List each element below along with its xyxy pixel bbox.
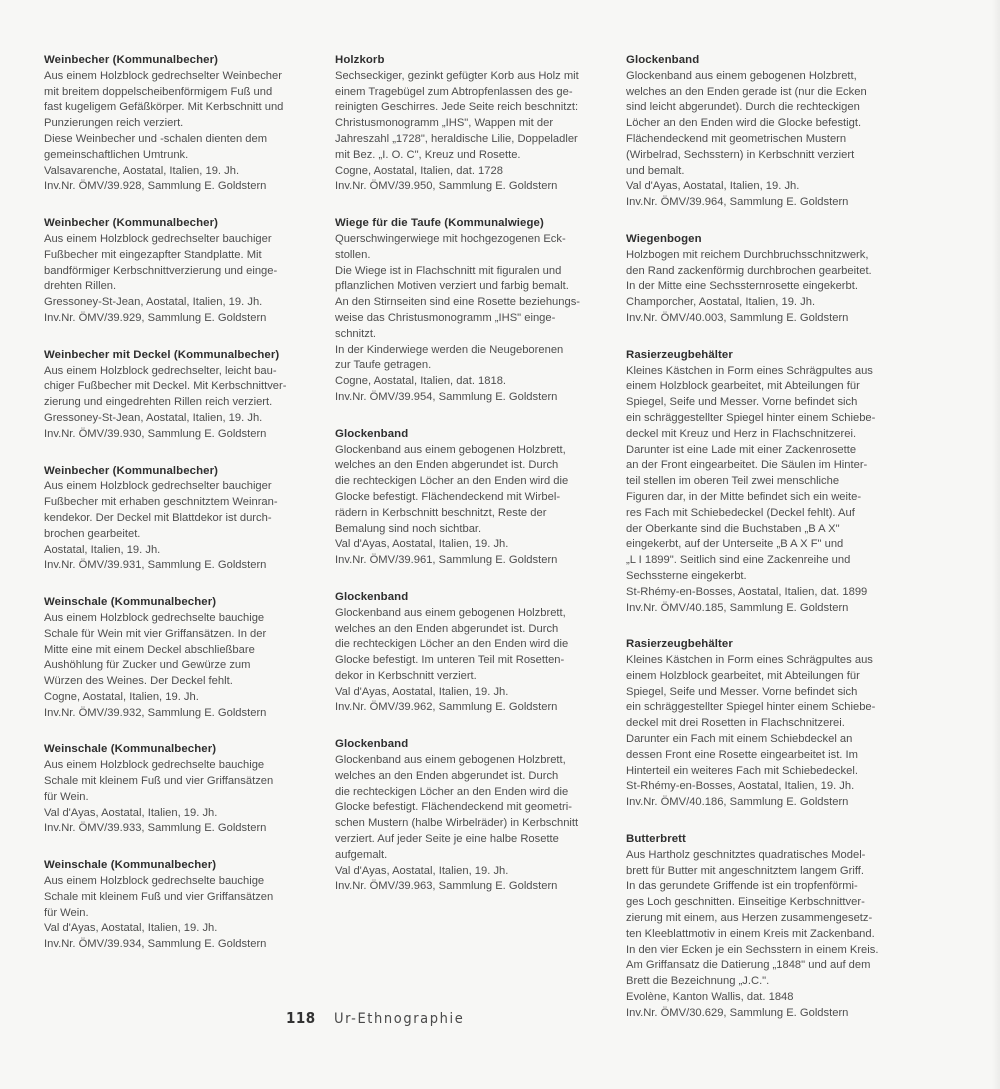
entry-title: Weinbecher (Kommunalbecher)	[44, 217, 219, 230]
entry-text-line: Inv.Nr. ÖMV/39.934, Sammlung E. Goldstern	[44, 938, 267, 951]
entry-text-line: An den Stirnseiten sind eine Rosette beziehungs-	[335, 296, 581, 309]
entry-text-line: In der Mitte eine Sechssternrosette eingekerbt.	[626, 280, 858, 293]
entry-text-line: schen Mustern (halbe Wirbelräder) in Kerbschnitt	[335, 817, 579, 830]
entry-text-line: ein schräggestellter Spiegel hinter einem Schiebe-	[626, 411, 876, 424]
entry-text-line: Glockenband aus einem gebogenen Holzbrett,	[335, 754, 566, 767]
entry-text-line: Aus einem Holzblock gedrechselter bauchiger	[44, 232, 272, 245]
entry-text-line: Spiegel, Seife und Messer. Vorne befindet sich	[626, 396, 858, 409]
entry-text-line: In den vier Ecken je ein Sechsstern in einem Kreis.	[626, 943, 879, 956]
entry-text-line: Mitte eine mit einem Deckel abschließbare	[44, 643, 255, 656]
entry-text-line: weise das Christusmonogramm „IHS" einge-	[335, 311, 556, 324]
entry-text-line: chiger Fußbecher mit Deckel. Mit Kerbschnittver-	[44, 380, 287, 393]
section-title: Ur-Ethnographie	[333, 1011, 465, 1027]
catalog-entry	[626, 832, 894, 1022]
entry-text-line: Glockenband aus einem gebogenen Holzbrett,	[626, 69, 857, 82]
entry-text-line: Diese Weinbecher und -schalen dienten dem	[44, 132, 268, 145]
entry-text-line: In der Kinderwiege werden die Neugeborenen	[335, 343, 564, 356]
entry-text-line: Sechssterne eingekerbt.	[626, 569, 747, 582]
entry-title: Glockenband	[335, 738, 409, 751]
entry-title: Rasierzeugbehälter	[626, 348, 733, 361]
entry-text-line: Hinterteil ein weiteres Fach mit Schiebedeckel.	[626, 764, 858, 777]
entry-text-line: teil stellen im oberen Teil zwei menschliche	[626, 475, 840, 488]
entry-text-line: Inv.Nr. ÖMV/39.963, Sammlung E. Goldstern	[335, 880, 558, 893]
entry-text-line: fast kugeligem Gefäßkörper. Mit Kerbschnitt und	[44, 101, 284, 114]
entry-text-line: dekor in Kerbschnitt verziert.	[335, 669, 477, 682]
entry-text-line: Bemalung sind noch sichtbar.	[335, 522, 482, 535]
catalog-entry	[44, 858, 312, 953]
catalog-entry	[44, 595, 312, 721]
entry-title: Weinschale (Kommunalbecher)	[44, 859, 217, 872]
entry-text-line: Schale für Wein mit vier Griffansätzen. In der	[44, 627, 267, 640]
entry-text-line: der Oberkante sind die Buchstaben „B A X"	[626, 522, 840, 535]
entry-text-line: Glocke befestigt. Flächendeckend mit Wirbel-	[335, 490, 561, 503]
entry-text-line: reinigten Geschirres. Jede Seite reich beschnitzt:	[335, 101, 579, 114]
entry-text-line: bandförmiger Kerbschnittverzierung und einge-	[44, 264, 278, 277]
entry-text-line: Holzbogen mit reichem Durchbruchsschnitzwerk,	[626, 248, 869, 261]
entry-text-line: Kleines Kästchen in Form eines Schrägpultes aus	[626, 364, 873, 377]
entry-text-line: Glockenband aus einem gebogenen Holzbrett,	[335, 443, 566, 456]
entry-text-line: Val d'Ayas, Aostatal, Italien, 19. Jh.	[335, 538, 509, 551]
entry-text-line: Val d'Ayas, Aostatal, Italien, 19. Jh.	[335, 685, 509, 698]
entry-text-line: Aus einem Holzblock gedrechselte bauchige	[44, 875, 265, 888]
entry-text-line: Schale mit kleinem Fuß und vier Griffansätzen	[44, 775, 274, 788]
catalog-entry	[44, 464, 312, 575]
entry-text-line: verziert. Auf jeder Seite je eine halbe Rosette	[335, 833, 559, 846]
entry-text-line: Löcher an den Enden wird die Glocke befestigt.	[626, 117, 862, 130]
entry-text-line: einem Tragebügel zum Abtropfenlassen des ge-	[335, 85, 573, 98]
entry-text-line: Spiegel, Seife und Messer. Vorne befindet sich	[626, 685, 858, 698]
column-3	[626, 53, 894, 1043]
entry-text-line: die rechteckigen Löcher an den Enden wird die	[335, 785, 569, 798]
page-edge-shadow	[992, 0, 1000, 1089]
entry-title: Holzkorb	[335, 54, 385, 66]
entry-text-line: Die Wiege ist in Flachschnitt mit figuralen und	[335, 264, 562, 277]
entry-text-line: Brett die Bezeichnung „J.C.".	[626, 975, 770, 988]
entry-title: Weinschale (Kommunalbecher)	[44, 743, 217, 756]
entry-text-line: Würzen des Weines. Der Deckel fehlt.	[44, 675, 233, 688]
entry-text-line: gemeinschaftlichen Umtrunk.	[44, 148, 189, 161]
entry-title: Butterbrett	[626, 833, 686, 846]
entry-text-line: Glockenband aus einem gebogenen Holzbrett,	[335, 606, 566, 619]
page-footer	[286, 1009, 464, 1027]
entry-text-line: Flächendeckend mit geometrischen Mustern	[626, 132, 847, 145]
entry-text-line: stollen.	[335, 248, 371, 261]
entry-text-line: Aus einem Holzblock gedrechselter, leicht bau-	[44, 364, 277, 377]
entry-text-line: Inv.Nr. ÖMV/39.928, Sammlung E. Goldstern	[44, 180, 267, 193]
catalog-entry	[335, 590, 603, 716]
entry-text-line: Aus einem Holzblock gedrechselter bauchiger	[44, 480, 272, 493]
entry-text-line: mit breitem doppelscheibenförmigem Fuß und	[44, 85, 273, 98]
entry-text-line: rädern in Kerbschnitt beschnitzt, Reste der	[335, 506, 547, 519]
entry-text-line: Inv.Nr. ÖMV/39.932, Sammlung E. Goldstern	[44, 706, 267, 719]
entry-text-line: die rechteckigen Löcher an den Enden wird die	[335, 638, 569, 651]
entry-title: Weinbecher (Kommunalbecher)	[44, 54, 219, 66]
entry-text-line: Inv.Nr. ÖMV/39.929, Sammlung E. Goldstern	[44, 311, 267, 324]
entry-text-line: Inv.Nr. ÖMV/40.186, Sammlung E. Goldstern	[626, 796, 849, 809]
entry-text-line: Val d'Ayas, Aostatal, Italien, 19. Jh.	[44, 806, 218, 819]
entry-text-line: Aus einem Holzblock gedrechselter Weinbecher	[44, 69, 282, 82]
entry-text-line: Aostatal, Italien, 19. Jh.	[44, 543, 161, 556]
entry-text-line: Val d'Ayas, Aostatal, Italien, 19. Jh.	[44, 922, 218, 935]
entry-text-line: kendekor. Der Deckel mit Blattdekor ist durch-	[44, 511, 272, 524]
entry-title: Wiegenbogen	[626, 232, 702, 245]
entry-text-line: In das gerundete Griffende ist ein tropfenförmi-	[626, 880, 858, 893]
entry-text-line: den Rand zackenförmig durchbrochen gearbeitet.	[626, 264, 872, 277]
entry-text-line: Kleines Kästchen in Form eines Schrägpultes aus	[626, 654, 873, 667]
entry-text-line: ein schräggestellter Spiegel hinter einem Schiebe-	[626, 701, 876, 714]
entry-text-line: brochen gearbeitet.	[44, 527, 141, 540]
catalog-entry	[335, 427, 603, 569]
entry-text-line: Champorcher, Aostatal, Italien, 19. Jh.	[626, 296, 816, 309]
entry-text-line: „L I 1899". Seitlich sind eine Zackenreihe und	[626, 554, 851, 567]
entry-text-line: drehten Rillen.	[44, 280, 117, 293]
catalog-entry	[626, 348, 894, 617]
entry-text-line: Cogne, Aostatal, Italien, dat. 1818.	[335, 375, 507, 388]
entry-text-line: brett für Butter mit angeschnitztem langem Griff.	[626, 864, 864, 877]
entry-text-line: Val d'Ayas, Aostatal, Italien, 19. Jh.	[626, 180, 800, 193]
entry-title: Glockenband	[626, 54, 700, 66]
entry-text-line: dessen Front eine Rosette eingearbeitet ist. Im	[626, 748, 858, 761]
entry-title: Weinschale (Kommunalbecher)	[44, 596, 217, 609]
entry-text-line: Inv.Nr. ÖMV/39.933, Sammlung E. Goldstern	[44, 822, 267, 835]
catalog-entry	[44, 53, 312, 195]
entry-text-line: zur Taufe getragen.	[335, 359, 432, 372]
entry-text-line: einem Holzblock gearbeitet, mit Abteilungen für	[626, 380, 860, 393]
entry-text-line: schnitzt.	[335, 327, 377, 340]
entry-text-line: Aus Hartholz geschnitztes quadratisches Model-	[626, 848, 866, 861]
entry-text-line: Schale mit kleinem Fuß und vier Griffansätzen	[44, 890, 274, 903]
entry-title: Weinbecher mit Deckel (Kommunalbecher)	[44, 348, 280, 361]
entry-text-line: sind leicht abgerundet). Durch die rechteckigen	[626, 101, 860, 114]
entry-title: Glockenband	[335, 590, 409, 603]
catalog-entry	[626, 232, 894, 327]
entry-text-line: pflanzlichen Motiven verziert und farbig bemalt.	[335, 280, 569, 293]
entry-text-line: eingekerbt, auf der Unterseite „B A X F" und	[626, 538, 844, 551]
catalog-entry	[335, 737, 603, 895]
entry-text-line: Inv.Nr. ÖMV/39.954, Sammlung E. Goldstern	[335, 390, 558, 403]
column-2	[335, 53, 603, 916]
entry-text-line: Inv.Nr. ÖMV/39.961, Sammlung E. Goldstern	[335, 554, 558, 567]
catalog-entry	[335, 53, 603, 195]
entry-text-line: ges Loch geschnitten. Einseitige Kerbschnittver-	[626, 896, 865, 909]
entry-text-line: Inv.Nr. ÖMV/39.962, Sammlung E. Goldstern	[335, 701, 558, 714]
entry-title: Weinbecher (Kommunalbecher)	[44, 464, 219, 477]
catalog-entry	[44, 742, 312, 837]
entry-text-line: Fußbecher mit erhaben geschnitztem Weinran-	[44, 496, 278, 509]
catalog-entry	[44, 348, 312, 443]
entry-title: Rasierzeugbehälter	[626, 638, 733, 651]
entry-text-line: welches an den Enden abgerundet ist. Durch	[335, 769, 559, 782]
entry-text-line: Valsavarenche, Aostatal, Italien, 19. Jh.	[44, 164, 240, 177]
entry-text-line: zierung und eingedrehten Rillen reich verziert.	[44, 396, 273, 409]
entry-text-line: aufgemalt.	[335, 848, 388, 861]
catalog-entry	[626, 637, 894, 811]
entry-text-line: deckel mit Kreuz und Herz in Flachschnitzerei.	[626, 427, 857, 440]
entry-text-line: Glocke befestigt. Flächendeckend mit geometri-	[335, 801, 572, 814]
entry-text-line: Darunter ein Fach mit einem Schiebdeckel an	[626, 733, 853, 746]
entry-text-line: deckel mit drei Rosetten in Flachschnitzerei.	[626, 717, 845, 730]
entry-title: Wiege für die Taufe (Kommunalwiege)	[335, 217, 544, 230]
entry-text-line: Figuren dar, in der Mitte befindet sich ein weite-	[626, 490, 862, 503]
catalog-entry	[44, 216, 312, 327]
entry-text-line: Fußbecher mit eingezapfter Standplatte. Mit	[44, 248, 262, 261]
entry-text-line: Glocke befestigt. Im unteren Teil mit Rosetten-	[335, 654, 565, 667]
entry-text-line: Inv.Nr. ÖMV/40.003, Sammlung E. Goldstern	[626, 311, 849, 324]
entry-text-line: Sechseckiger, gezinkt gefügter Korb aus Holz mit	[335, 69, 579, 82]
catalog-entry	[335, 216, 603, 406]
entry-text-line: Querschwingerwiege mit hochgezogenen Eck-	[335, 232, 566, 245]
entry-text-line: St-Rhémy-en-Bosses, Aostatal, Italien, dat. 1899	[626, 585, 868, 598]
entry-title: Glockenband	[335, 427, 409, 440]
entry-text-line: für Wein.	[44, 906, 89, 919]
entry-text-line: Aushöhlung für Zucker und Gewürze zum	[44, 659, 251, 672]
entry-text-line: für Wein.	[44, 790, 89, 803]
entry-text-line: res Fach mit Schiebedeckel (Deckel fehlt). Auf	[626, 506, 855, 519]
entry-text-line: an der Front eingearbeitet. Die Säulen im Hinter-	[626, 459, 868, 472]
entry-text-line: Inv.Nr. ÖMV/39.964, Sammlung E. Goldstern	[626, 196, 849, 209]
entry-text-line: Evolène, Kanton Wallis, dat. 1848	[626, 991, 794, 1004]
entry-text-line: Aus einem Holzblock gedrechselte bauchige	[44, 759, 265, 772]
entry-text-line: Aus einem Holzblock gedrechselte bauchige	[44, 611, 265, 624]
entry-text-line: Inv.Nr. ÖMV/39.930, Sammlung E. Goldstern	[44, 427, 267, 440]
entry-text-line: St-Rhémy-en-Bosses, Aostatal, Italien, 19. Jh.	[626, 780, 855, 793]
column-1	[44, 53, 312, 974]
entry-text-line: Christusmonogramm „IHS", Wappen mit der	[335, 117, 554, 130]
entry-text-line: welches an den Enden gerade ist (nur die Ecken	[626, 85, 867, 98]
entry-text-line: zierung mit einem, aus Herzen zusammengesetz-	[626, 912, 873, 925]
entry-text-line: die rechteckigen Löcher an den Enden wird die	[335, 475, 569, 488]
entry-text-line: Val d'Ayas, Aostatal, Italien, 19. Jh.	[335, 864, 509, 877]
entry-text-line: einem Holzblock gearbeitet, mit Abteilungen für	[626, 669, 860, 682]
page-number: 118	[286, 1009, 316, 1027]
entry-text-line: Inv.Nr. ÖMV/40.185, Sammlung E. Goldstern	[626, 601, 849, 614]
entry-text-line: Inv.Nr. ÖMV/30.629, Sammlung E. Goldstern	[626, 1006, 849, 1019]
entry-text-line: Punzierungen reich verziert.	[44, 117, 184, 130]
entry-text-line: Darunter ist eine Lade mit einer Zackenrosette	[626, 443, 857, 456]
entry-text-line: welches an den Enden abgerundet ist. Durch	[335, 622, 559, 635]
entry-text-line: Jahreszahl „1728", heraldische Lilie, Doppeladler	[335, 132, 578, 145]
entry-text-line: ten Kleeblattmotiv in einem Kreis mit Zackenband.	[626, 927, 875, 940]
entry-text-line: Inv.Nr. ÖMV/39.950, Sammlung E. Goldstern	[335, 180, 558, 193]
entry-text-line: Gressoney-St-Jean, Aostatal, Italien, 19. Jh.	[44, 296, 263, 309]
entry-text-line: Inv.Nr. ÖMV/39.931, Sammlung E. Goldstern	[44, 559, 267, 572]
entry-text-line: Am Griffansatz die Datierung „1848" und auf dem	[626, 959, 871, 972]
entry-text-line: und bemalt.	[626, 164, 685, 177]
entry-text-line: Gressoney-St-Jean, Aostatal, Italien, 19. Jh.	[44, 411, 263, 424]
entry-text-line: Cogne, Aostatal, Italien, dat. 1728	[335, 164, 503, 177]
entry-text-line: mit Bez. „I. O. C", Kreuz und Rosette.	[335, 148, 521, 161]
entry-text-line: (Wirbelrad, Sechsstern) in Kerbschnitt verziert	[626, 148, 855, 161]
catalog-entry	[626, 53, 894, 211]
entry-text-line: welches an den Enden abgerundet ist. Durch	[335, 459, 559, 472]
entry-text-line: Cogne, Aostatal, Italien, 19. Jh.	[44, 690, 199, 703]
